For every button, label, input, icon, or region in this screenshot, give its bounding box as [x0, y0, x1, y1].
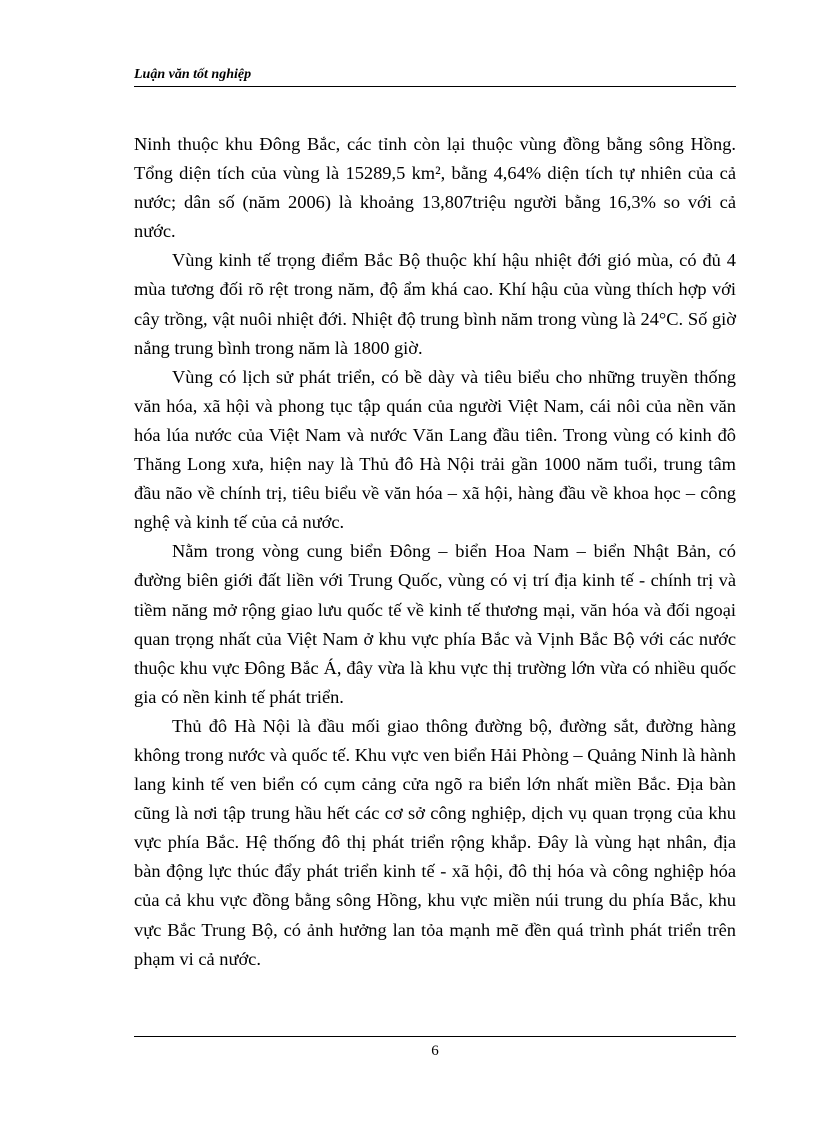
header-title: Luận văn tốt nghiệp [134, 67, 252, 82]
paragraph-continuation: Ninh thuộc khu Đông Bắc, các tỉnh còn lại thuộc vùng đồng bằng sông Hồng. Tổng diện tích của vùng là 15289,5 km², bằng 4,64% diện tích tự nhiên của cả nước; dân số (năm 2006) là khoảng 13,807triệu người bằng 16,3% so với cả nước. [134, 134, 736, 242]
page-header [134, 64, 736, 87]
body-text [134, 130, 736, 974]
paragraph-infrastructure: Thủ đô Hà Nội là đầu mối giao thông đường bộ, đường sắt, đường hàng không trong nước và quốc tế. Khu vực ven biển Hải Phòng – Quảng Ninh là hành lang kinh tế ven biển có cụm cảng cửa ngõ ra biển lớn nhất miền Bắc. Địa bàn cũng là nơi tập trung hầu hết các cơ sở công nghiệp, dịch vụ quan trọng của khu vực phía Bắc. Hệ thống đô thị phát triển rộng khắp. Đây là vùng hạt nhân, địa bàn động lực thúc đẩy phát triển kinh tế - xã hội, đô thị hóa và công nghiệp hóa của cả khu vực đồng bằng sông Hồng, khu vực miền núi trung du phía Bắc, khu vực Bắc Trung Bộ, có ảnh hưởng lan tỏa mạnh mẽ đền quá trình phát triển trên phạm vi cả nước. [134, 715, 736, 969]
paragraph-location: Nằm trong vòng cung biển Đông – biển Hoa Nam – biển Nhật Bản, có đường biên giới đất liền với Trung Quốc, vùng có vị trí địa kinh tế - chính trị và tiềm năng mở rộng giao lưu quốc tế về kinh tế thương mại, văn hóa và đối ngoại quan trọng nhất của Việt Nam ở khu vực phía Bắc và Vịnh Bắc Bộ với các nước thuộc khu vực Đông Bắc Á, đây vừa là khu vực thị trường lớn vừa có nhiều quốc gia có nền kinh tế phát triển. [134, 541, 736, 707]
page-number: 6 [431, 1043, 439, 1059]
paragraph-climate: Vùng kinh tế trọng điểm Bắc Bộ thuộc khí hậu nhiệt đới gió mùa, có đủ 4 mùa tương đối rõ rệt trong năm, độ ẩm khá cao. Khí hậu của vùng thích hợp với cây trồng, vật nuôi nhiệt đới. Nhiệt độ trung bình năm trong vùng là 24°C. Số giờ nắng trung bình trong năm là 1800 giờ. [134, 250, 736, 358]
footer-divider [134, 1036, 736, 1037]
paragraph-history: Vùng có lịch sử phát triển, có bề dày và tiêu biểu cho những truyền thống văn hóa, xã hội và phong tục tập quán của người Việt Nam, cái nôi của nền văn hóa lúa nước của Việt Nam và nước Văn Lang đầu tiên. Trong vùng có kinh đô Thăng Long xưa, hiện nay là Thủ đô Hà Nội trải gần 1000 năm tuổi, trung tâm đầu não về chính trị, tiêu biểu về văn hóa – xã hội, hàng đầu về khoa học – công nghệ và kinh tế của cả nước. [134, 366, 736, 533]
